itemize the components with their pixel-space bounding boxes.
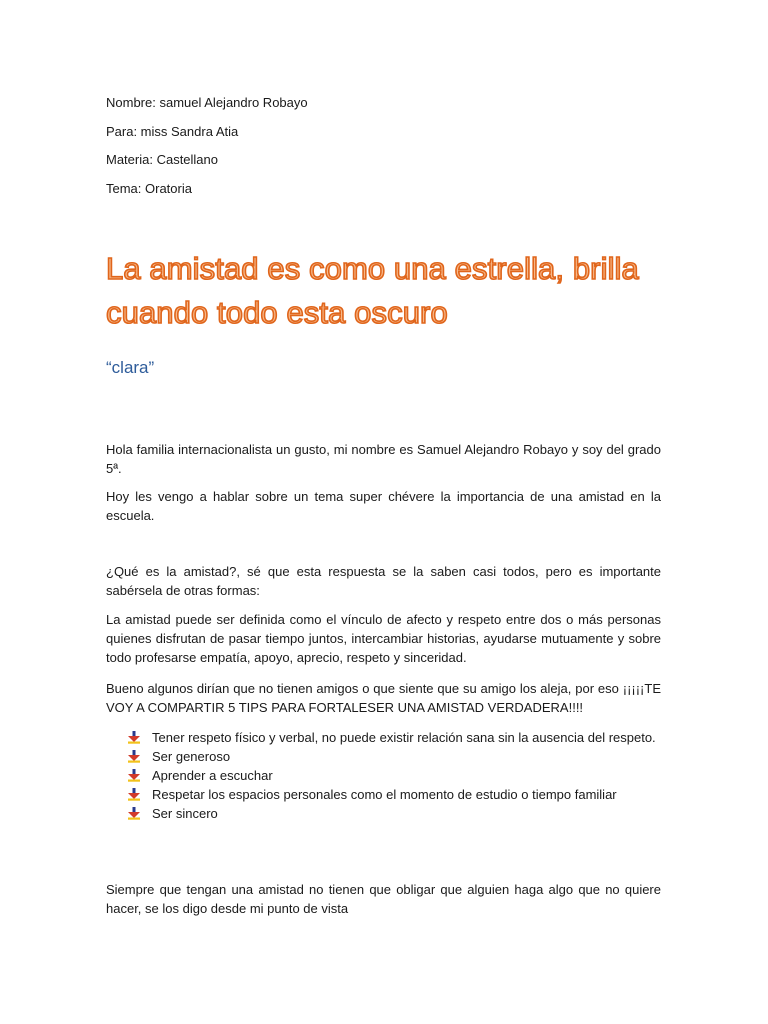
page-title — [106, 247, 706, 335]
tips-intro-paragraph: Bueno algunos dirían que no tienen amigos o que siente que su amigo los aleja, por eso ¡¡¡¡¡TE VOY A COMPARTIR 5 TIPS PARA FORTALESER UNA AMISTAD VERDADERA!!!! — [106, 681, 661, 715]
definition-paragraph: La amistad puede ser definida como el vínculo de afecto y respeto entre dos o más personas quienes disfrutan de pasar tiempo juntos, intercambiar historias, ayudarse mutuamente y sobre todo profesarse empatía, apoyo, aprecio, respeto y sinceridad. — [106, 612, 661, 665]
down-arrow-bullet-icon — [128, 731, 142, 744]
tip-text: Ser generoso — [152, 749, 231, 764]
title-line-2: cuando todo esta oscuro — [106, 295, 448, 330]
question-paragraph: ¿Qué es la amistad?, sé que esta respuesta se la saben casi todos, pero es importante sabérsela de otras formas: — [106, 564, 661, 598]
subject-line: Materia: Castellano — [106, 152, 218, 167]
down-arrow-bullet-icon — [128, 788, 142, 801]
tip-text: Tener respeto físico y verbal, no puede existir relación sana sin la ausencia del respeto. — [152, 730, 656, 745]
list-item — [128, 728, 663, 747]
to-line: Para: miss Sandra Atia — [106, 124, 239, 139]
list-item — [128, 766, 663, 785]
tip-text: Ser sincero — [152, 806, 218, 821]
intro-paragraph: Hola familia internacionalista un gusto, mi nombre es Samuel Alejandro Robayo y soy del grado 5ª. — [106, 442, 661, 476]
down-arrow-bullet-icon — [128, 750, 142, 763]
list-item — [128, 804, 663, 823]
subtitle: “clara” — [106, 358, 155, 377]
title-line-1: La amistad es como una estrella, brilla — [106, 251, 639, 286]
tip-text: Respetar los espacios personales como el momento de estudio o tiempo familiar — [152, 787, 617, 802]
down-arrow-bullet-icon — [128, 807, 142, 820]
tip-text: Aprender a escuchar — [152, 768, 273, 783]
topic-paragraph: Hoy les vengo a hablar sobre un tema super chévere la importancia de una amistad en la escuela. — [106, 489, 661, 523]
list-item — [128, 747, 663, 766]
closing-paragraph: Siempre que tengan una amistad no tienen que obligar que alguien haga algo que no quiere hacer, se los digo desde mi punto de vista — [106, 882, 661, 916]
down-arrow-bullet-icon — [128, 769, 142, 782]
tips-list — [128, 728, 663, 823]
name-line: Nombre: samuel Alejandro Robayo — [106, 95, 308, 110]
topic-line: Tema: Oratoria — [106, 181, 192, 196]
list-item — [128, 785, 663, 804]
